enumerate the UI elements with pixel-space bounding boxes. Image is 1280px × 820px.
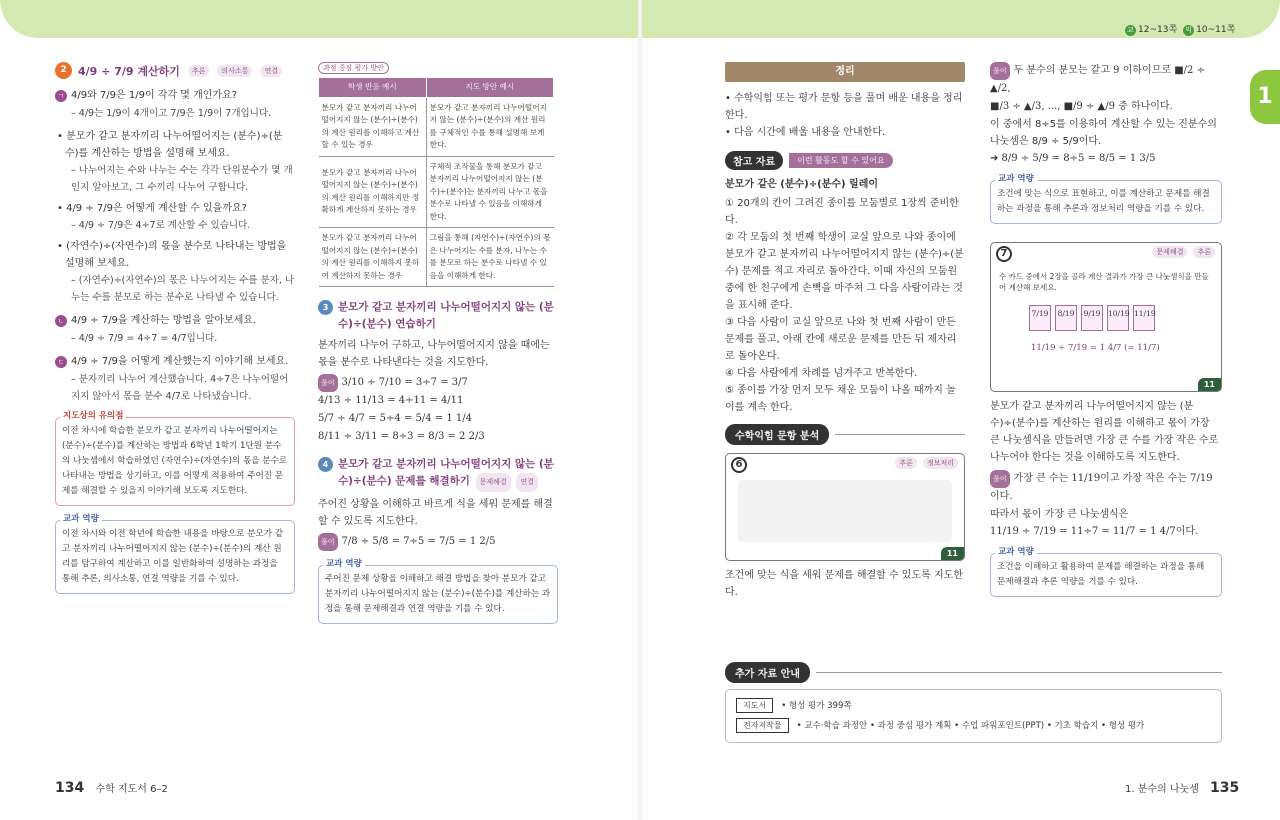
- competency-text-4: 조건을 이해하고 활용하여 문제를 해결하는 과정을 통해 문제해결과 추론 역량을 기를 수 있다.: [997, 562, 1205, 587]
- competency-label-3: 교과 역량: [995, 172, 1037, 187]
- question-a: [55, 87, 295, 105]
- divider: [835, 434, 965, 435]
- solution-line-1: [990, 62, 1222, 98]
- table-cell: 분모가 같고 분자끼리 나누어떨어지지 않는 (분수)÷(분수)의 계산 원리를 이해하지만 정확하게 계산하지 못하는 경우: [319, 156, 427, 228]
- analysis-title: 수학익힘 문항 분석: [725, 424, 829, 445]
- extra-row-1-label: 지도서: [736, 698, 773, 713]
- summary-item-2: • 다음 시간에 배울 내용을 안내한다.: [725, 127, 886, 138]
- ref-a: 12~13쪽: [1138, 25, 1178, 35]
- section-4-heading: [318, 456, 558, 492]
- section-3-line-2: 4/13 ÷ 11/13 = 4÷11 = 4/11: [318, 395, 464, 406]
- bullet-3-answer: – (자연수)÷(자연수)의 몫은 나누어지는 수를 분자, 나누는 수를 분모로 하는 분수로 나타낼 수 있습니다.: [71, 275, 295, 303]
- competency-label: 교과 역량: [60, 512, 102, 527]
- table-cell: 분모가 같고 분자끼리 나누어떨어지지 않는 (분수)÷(분수)의 계산 원리를 이해하지 못하여 계산하지 못하는 경우: [319, 228, 427, 287]
- extra-title: 추가 자료 안내: [725, 662, 810, 683]
- problem-7-text: 수 카드 중에서 2장을 골라 계산 결과가 가장 큰 나눗셈식을 만들어 계산해 보세요.: [999, 272, 1209, 292]
- table-cell: 분모가 같고 분자끼리 나누어떨어지지 않는 (분수)÷(분수)의 계산 원리를 구체적인 수를 통해 설명해 보게 한다.: [426, 97, 553, 156]
- tag-communication: 의사소통: [217, 65, 252, 77]
- right-column-1: [725, 62, 965, 601]
- left-page-number: 134: [55, 780, 85, 796]
- bullet-2-answer: – 4/9 ÷ 7/9은 4÷7로 계산할 수 있습니다.: [71, 220, 251, 231]
- example-label: 풀이: [990, 470, 1010, 488]
- problem-7-sol-1-text: 가장 큰 수는 11/19이고 가장 작은 수는 7/19이다.: [990, 473, 1213, 502]
- problem-7-sol-2: 따라서 몫이 가장 큰 나눗셈식은: [990, 509, 1129, 520]
- competency-text-2: 주어진 문제 상황을 이해하고 해결 방법을 찾아 분모가 같고 분자끼리 나누어떨어지지 않는 (분수)÷(분수)를 계산하는 과정을 통해 문제해결과 연결 역량을 기를 수 있다.: [325, 574, 551, 614]
- table-row: [319, 97, 554, 156]
- section-3-line-1: [318, 374, 558, 392]
- section-4-title: 분모가 같고 분자끼리 나누어떨어지지 않는 (분수)÷(분수) 문제를 해결하기: [338, 458, 554, 487]
- competency-box-2: [318, 559, 558, 624]
- problem-7-cards: [1029, 305, 1159, 331]
- section-4-line-text: 7/8 ÷ 5/8 = 7÷5 = 7/5 = 1 2/5: [341, 536, 496, 547]
- problem-7-tags: [1150, 246, 1215, 258]
- relay-title: 분모가 같은 (분수)÷(분수) 릴레이: [725, 179, 879, 190]
- solution-line-1-text: 두 분수의 분모는 같고 9 이하이므로 ■/2 ÷ ▲/2,: [990, 65, 1205, 94]
- relay-step-2: ② 각 모둠의 첫 번째 학생이 교실 앞으로 나와 종이에 분모가 같고 분자끼리 나누어떨어지지 않는 (분수)÷(분수) 문제를 적고 자리로 돌아간다. 이때 자신의 모둠원 중에 한 친구에게 손뼉을 마주쳐 그 다음 사람이라는 것을 표시해 준다.: [725, 232, 964, 311]
- competency-text: 이전 차시와 이전 학년에 학습한 내용을 바탕으로 분모가 같고 분자끼리 나누어떨어지지 않는 (분수)÷(분수)의 계산 원리를 탐구하여 계산하고 이를 일반화하여 설명하는 과정을 통해 추론, 의사소통, 연결 역량을 기를 수 있다.: [62, 529, 284, 584]
- problem-7-desc: 분모가 같고 분자끼리 나누어떨어지지 않는 (분수)÷(분수)를 계산하는 원리를 이해하고 몫이 가장 큰 나눗셈식을 만들려면 가장 큰 수를 가장 작은 수로 나누어야 한다는 것을 이해하도록 지도한다.: [990, 401, 1219, 463]
- chapter-title: 1. 분수의 나눗셈: [1125, 784, 1199, 795]
- activity-badge: 2: [55, 62, 72, 79]
- table-row: [319, 156, 554, 228]
- competency-box: [55, 514, 295, 594]
- question-b-mark: ㄴ: [55, 315, 67, 327]
- activity-title: 4/9 ÷ 7/9 계산하기: [78, 64, 180, 78]
- problem-7-box: [990, 242, 1222, 392]
- tag-reasoning: 추론: [188, 65, 210, 77]
- bullet-2: • 4/9 ÷ 7/9은 어떻게 계산할 수 있을까요?: [57, 203, 247, 214]
- ref-b: 10~11쪽: [1196, 25, 1236, 35]
- number-card: 10/19: [1107, 305, 1129, 331]
- section-3-title: 분모가 같고 분자끼리 나누어떨어지지 않는 (분수)÷(분수) 연습하기: [338, 301, 554, 330]
- competency-label-4: 교과 역량: [995, 545, 1037, 560]
- bullet-3: • (자연수)÷(자연수)의 몫을 분수로 나타내는 방법을 설명해 보세요.: [57, 241, 287, 269]
- question-a-answer: – 4/9는 1/9이 4개이고 7/9은 1/9이 7개입니다.: [71, 108, 272, 119]
- table-row: [319, 228, 554, 287]
- bullet-1-answer: – 나누어지는 수와 나누는 수는 각각 단위분수가 몇 개인지 알아보고, 그 수끼리 나누어 구합니다.: [71, 165, 293, 193]
- section-4-line: [318, 533, 558, 551]
- problem-7-sol-1: [990, 470, 1222, 506]
- relay-step-5: ⑤ 종이를 가장 먼저 모두 채운 모둠이 나올 때까지 놀이를 계속 한다.: [725, 385, 956, 413]
- teaching-note-label: 지도상의 유의점: [60, 409, 126, 424]
- page-reference: [1125, 22, 1235, 36]
- number-card: 8/19: [1055, 305, 1077, 331]
- reference-heading: [725, 151, 965, 170]
- section-4-badge: 4: [318, 457, 333, 472]
- eval-header-guidance: 지도 방안 예시: [426, 78, 553, 98]
- eval-header-response: 학생 반응 예시: [319, 78, 427, 98]
- example-label: 풀이: [318, 533, 338, 551]
- question-c: [55, 353, 295, 371]
- competency-text-3: 조건에 맞는 식으로 표현하고, 이를 계산하고 문제를 해결하는 과정을 통해 추론과 정보처리 역량을 기를 수 있다.: [997, 189, 1210, 214]
- question-c-text: 4/9 ÷ 7/9을 어떻게 계산했는지 이야기해 보세요.: [71, 356, 289, 367]
- section-3-desc: 분자끼리 나누어 구하고, 나누어떨어지지 않을 때에는 몫을 분수로 나타낸다는 것을 지도한다.: [318, 340, 550, 368]
- section-3-line-3: 5/7 ÷ 4/7 = 5÷4 = 5/4 = 1 1/4: [318, 413, 472, 424]
- bullet-1: • 분모가 같고 분자끼리 나누어떨어지는 (분수)÷(분수)를 계산하는 방법을 설명해 보세요.: [57, 131, 283, 159]
- question-a-text: 4/9와 7/9은 1/9이 각각 몇 개인가요?: [71, 90, 238, 101]
- competency-box-3: [990, 174, 1222, 224]
- extra-heading: [725, 662, 1222, 683]
- tag-problem-solving-2: 문제해결: [1152, 246, 1187, 258]
- problem-6-box: [725, 453, 965, 561]
- reference-label: 참고 자료: [725, 151, 783, 170]
- problem-6-page: 11: [941, 547, 964, 560]
- divider: [816, 672, 1222, 673]
- summary-banner: 정리: [725, 62, 965, 82]
- number-card: 7/19: [1029, 305, 1051, 331]
- relay-step-3: ③ 다음 사람이 교실 앞으로 나와 첫 번째 사람이 만든 문제를 풀고, 아래 칸에 새로운 문제를 만든 뒤 제자리로 돌아온다.: [725, 317, 957, 362]
- tag-connection-2: 연결: [516, 473, 538, 492]
- tag-problem-solving: 문제해결: [476, 473, 511, 492]
- eval-table: [318, 77, 554, 287]
- problem-7-number: 7: [996, 246, 1012, 262]
- right-page-number: 135: [1210, 780, 1240, 796]
- extra-box: [725, 689, 1222, 743]
- eval-tag: 과정 중심 평가 방안: [318, 62, 389, 74]
- relay-step-4: ④ 다음 사람에게 차례를 넘겨주고 반복한다.: [725, 368, 918, 379]
- section-4-desc: 주어진 상황을 이해하고 바르게 식을 세워 문제를 해결할 수 있도록 지도한다.: [318, 499, 553, 527]
- number-card: 9/19: [1081, 305, 1103, 331]
- problem-7-sol-3: 11/19 ÷ 7/19 = 11÷7 = 11/7 = 1 4/7이다.: [990, 526, 1199, 537]
- extra-row-2-text[interactable]: • 교수·학습 과정안 • 과정 중심 평가 계획 • 수업 파워포인트(PPT) • 기초 학습지 • 형성 평가: [796, 721, 1145, 731]
- solution-line-2: ■/3 ÷ ▲/3, ..., ■/9 ÷ ▲/9 중 하나이다.: [990, 101, 1173, 112]
- problem-7-eq: 11/19 ÷ 7/19 = 1 4/7 (= 11/7): [1031, 343, 1160, 353]
- problem-6-number: 6: [731, 457, 747, 473]
- solution-line-3: 이 중에서 8÷5를 이용하여 계산할 수 있는 진분수의 나눗셈은 8/9 ÷ 5/9이다.: [990, 119, 1217, 147]
- workbook-icon: 익: [1183, 25, 1194, 36]
- problem-6-thumbnail: [738, 480, 952, 542]
- question-a-mark: ㄱ: [55, 90, 67, 102]
- left-column-1: [55, 62, 295, 594]
- reference-sub: 이런 활동도 할 수 있어요: [789, 153, 892, 168]
- question-b-answer: – 4/9 ÷ 7/9 = 4÷7 = 4/7입니다.: [71, 333, 218, 344]
- right-column-2: [990, 62, 1222, 597]
- left-footer: [55, 780, 168, 796]
- tag-connection: 연결: [260, 65, 282, 77]
- section-3-badge: 3: [318, 300, 333, 315]
- question-c-answer: – 분자끼리 나누어 계산했습니다. 4÷7은 나누어떨어지지 않아서 몫을 분수 4/7로 나타냈습니다.: [71, 374, 289, 402]
- teaching-note-box: [55, 411, 295, 506]
- table-cell: 그림을 통해 (자연수)÷(자연수)의 몫은 나누어지는 수를 분자, 나누는 수를 분모로 하는 분수로 나타낼 수 있음을 이해하게 한다.: [426, 228, 553, 287]
- competency-box-4: [990, 547, 1222, 597]
- question-b-text: 4/9 ÷ 7/9을 계산하는 방법을 알아보세요.: [71, 315, 257, 326]
- extra-row-2: [736, 716, 1211, 736]
- tag-info-processing: 정보처리: [923, 457, 958, 469]
- chapter-tab[interactable]: 1: [1250, 70, 1280, 124]
- extra-row-2-label: 전자저작물: [736, 718, 789, 733]
- table-cell: 분모가 같고 분자끼리 나누어떨어지지 않는 (분수)÷(분수)의 계산 원리를 이해하고 계산할 수 있는 경우: [319, 97, 427, 156]
- tag-reasoning-4: 추론: [1193, 246, 1215, 258]
- section-3-line-4: 8/11 ÷ 3/11 = 8÷3 = 8/3 = 2 2/3: [318, 431, 485, 442]
- table-cell: 구체적 조작물을 통해 분모가 같고 분자끼리 나누어떨어지지 않는 (분수)÷(분수)는 분자끼리 나누고 몫을 분수로 나타낼 수 있음을 이해하게 한다.: [426, 156, 553, 228]
- competency-label-2: 교과 역량: [323, 557, 365, 572]
- right-footer: [1125, 780, 1239, 796]
- section-3-heading: [318, 299, 558, 333]
- solution-line-4: ➜ 8/9 ÷ 5/9 = 8÷5 = 8/5 = 1 3/5: [990, 153, 1156, 164]
- extra-row-1: [736, 696, 1211, 716]
- relay-step-1: ① 20개의 칸이 그려진 종이를 모둠별로 1장씩 준비한다.: [725, 198, 959, 226]
- example-label: 풀이: [318, 374, 338, 392]
- book-title: 수학 지도서 6–2: [95, 784, 168, 795]
- activity-heading: [55, 62, 295, 79]
- question-c-mark: ㄷ: [55, 356, 67, 368]
- left-column-2: [318, 62, 558, 624]
- example-label: 풀이: [990, 62, 1010, 80]
- extra-row-1-text[interactable]: • 형성 평가 399쪽: [781, 701, 852, 711]
- analysis-heading: [725, 424, 965, 445]
- book-spine: [638, 0, 642, 820]
- tag-reasoning-3: 추론: [895, 457, 917, 469]
- number-card: 11/19: [1133, 305, 1155, 331]
- problem-6-desc: 조건에 맞는 식을 세워 문제를 해결할 수 있도록 지도한다.: [725, 570, 963, 598]
- problem-6-tags: [893, 457, 958, 469]
- question-b: [55, 312, 295, 330]
- extra-resources: [725, 662, 1222, 743]
- textbook-icon: 교: [1125, 25, 1136, 36]
- problem-7-page: 11: [1198, 378, 1221, 391]
- summary-item-1: • 수학익힘 또는 평가 문항 등을 풀며 배운 내용을 정리한다.: [725, 93, 963, 121]
- teaching-note-text: 이전 차시에 학습한 분모가 같고 분자끼리 나누어떨어지는 (분수)÷(분수)를 계산하는 방법과 6학년 1학기 1단원 분수의 나눗셈에서 학습하였던 (자연수)÷(자연수)의 몫을 분수로 나타내는 방법을 상기하고, 이를 어떻게 적용하여 주어진 문제를 해결할 수 있을지 이야기해 보도록 지도한다.: [62, 426, 288, 496]
- section-3-line-1-text: 3/10 ÷ 7/10 = 3÷7 = 3/7: [341, 377, 468, 388]
